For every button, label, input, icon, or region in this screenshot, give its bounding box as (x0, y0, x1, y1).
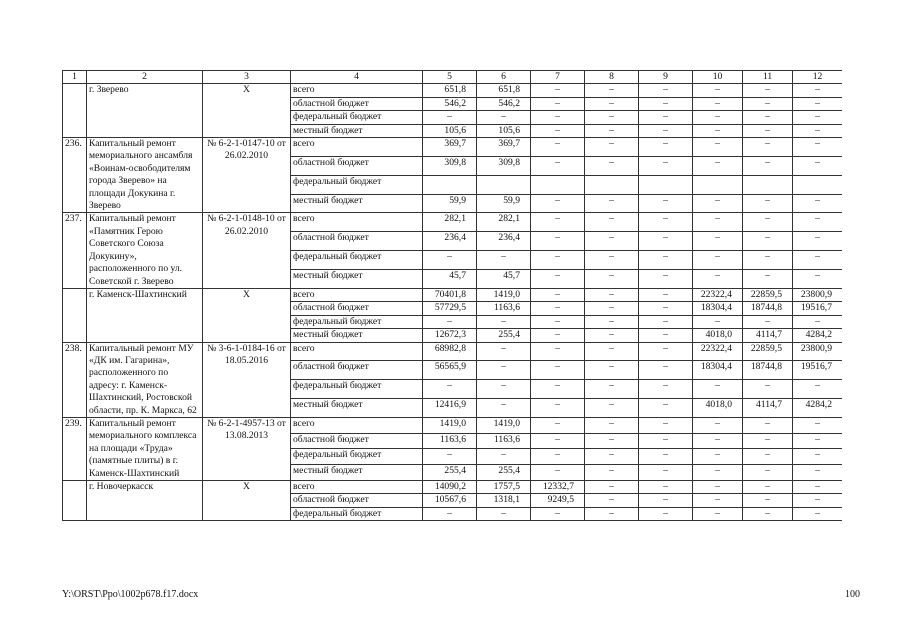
value-cell: – (693, 449, 743, 465)
value-cell: 12332,7 (531, 481, 585, 494)
value-cell: – (693, 124, 743, 137)
value-cell: – (585, 156, 639, 175)
value-cell: – (531, 251, 585, 270)
value-cell: – (743, 97, 793, 110)
value-cell: – (477, 342, 531, 361)
value-cell: – (585, 232, 639, 251)
value-cell: – (793, 111, 843, 124)
object-name: г. Новочеркасск (87, 481, 203, 521)
value-cell: 309,8 (423, 156, 477, 175)
value-cell (531, 175, 585, 194)
budget-table-container (62, 70, 842, 586)
value-cell: – (639, 156, 693, 175)
funding-source: всего (291, 417, 423, 433)
budget-table (62, 70, 842, 521)
value-cell: – (585, 399, 639, 418)
value-cell: – (793, 84, 843, 97)
value-cell: – (693, 84, 743, 97)
value-cell: – (477, 507, 531, 520)
value-cell: – (639, 232, 693, 251)
funding-source: всего (291, 288, 423, 301)
value-cell: 22859,5 (743, 342, 793, 361)
value-cell: 12416,9 (423, 399, 477, 418)
value-cell: – (639, 417, 693, 433)
value-cell: 12672,3 (423, 329, 477, 342)
object-name: г. Зверево (87, 84, 203, 138)
value-cell: – (793, 156, 843, 175)
object-name: Капитальный ремонт «Памятник Герою Советского Союза Докукину», расположенного по ул. Советской г. Зверево (87, 213, 203, 288)
value-cell: – (585, 361, 639, 380)
value-cell: – (531, 342, 585, 361)
value-cell: – (693, 417, 743, 433)
expertise-code: Х (203, 288, 291, 342)
funding-source: федеральный бюджет (291, 315, 423, 328)
value-cell: – (743, 111, 793, 124)
value-cell: – (639, 302, 693, 315)
value-cell: – (639, 194, 693, 213)
value-cell: – (693, 270, 743, 289)
value-cell: – (423, 251, 477, 270)
value-cell: – (639, 270, 693, 289)
value-cell: – (423, 507, 477, 520)
value-cell: – (477, 449, 531, 465)
value-cell: – (585, 288, 639, 301)
value-cell: 651,8 (423, 84, 477, 97)
value-cell: – (585, 138, 639, 157)
value-cell: – (743, 507, 793, 520)
funding-source: всего (291, 138, 423, 157)
value-cell: – (743, 213, 793, 232)
value-cell: – (693, 380, 743, 399)
value-cell: – (585, 111, 639, 124)
value-cell: – (793, 494, 843, 507)
col-header-9: 9 (639, 71, 693, 84)
value-cell: – (585, 213, 639, 232)
value-cell: – (743, 449, 793, 465)
funding-source: федеральный бюджет (291, 251, 423, 270)
funding-source: местный бюджет (291, 270, 423, 289)
funding-source: федеральный бюджет (291, 111, 423, 124)
funding-source: федеральный бюджет (291, 449, 423, 465)
col-header-12: 12 (793, 71, 843, 84)
value-cell: – (477, 380, 531, 399)
value-cell: – (639, 315, 693, 328)
value-cell: – (585, 124, 639, 137)
value-cell: – (585, 251, 639, 270)
value-cell: – (639, 342, 693, 361)
value-cell: 651,8 (477, 84, 531, 97)
value-cell: – (531, 288, 585, 301)
item-number: 238. (63, 342, 87, 417)
value-cell: – (531, 433, 585, 449)
col-header-8: 8 (585, 71, 639, 84)
value-cell: – (693, 433, 743, 449)
value-cell: 1757,5 (477, 481, 531, 494)
col-header-11: 11 (743, 71, 793, 84)
value-cell: 1419,0 (477, 417, 531, 433)
value-cell: – (693, 315, 743, 328)
value-cell: 1419,0 (477, 288, 531, 301)
value-cell: – (793, 97, 843, 110)
value-cell: 369,7 (423, 138, 477, 157)
col-header-6: 6 (477, 71, 531, 84)
expertise-code: Х (203, 481, 291, 521)
value-cell: – (743, 433, 793, 449)
value-cell: – (585, 329, 639, 342)
value-cell: 23800,9 (793, 288, 843, 301)
value-cell: – (531, 449, 585, 465)
funding-source: областной бюджет (291, 302, 423, 315)
item-number: 236. (63, 138, 87, 213)
value-cell: – (693, 507, 743, 520)
value-cell: – (743, 494, 793, 507)
expertise-code: № 6-2-1-4957-13 от 13.08.2013 (203, 417, 291, 480)
value-cell: – (639, 399, 693, 418)
table-row (63, 84, 843, 97)
table-row (63, 288, 843, 301)
value-cell: 19516,7 (793, 361, 843, 380)
value-cell: 22322,4 (693, 288, 743, 301)
value-cell: – (793, 481, 843, 494)
value-cell: – (639, 449, 693, 465)
expertise-code: № 3-6-1-0184-16 от 18.05.2016 (203, 342, 291, 417)
item-number (63, 84, 87, 138)
col-header-4: 4 (291, 71, 423, 84)
value-cell: 19516,7 (793, 302, 843, 315)
value-cell (639, 175, 693, 194)
value-cell: 70401,8 (423, 288, 477, 301)
value-cell: – (743, 417, 793, 433)
value-cell: – (477, 251, 531, 270)
value-cell: – (639, 84, 693, 97)
value-cell: – (743, 270, 793, 289)
table-row (63, 138, 843, 157)
value-cell: – (585, 97, 639, 110)
value-cell: – (423, 315, 477, 328)
value-cell: 369,7 (477, 138, 531, 157)
col-header-1: 1 (63, 71, 87, 84)
value-cell: – (639, 251, 693, 270)
table-row (63, 417, 843, 433)
value-cell (793, 175, 843, 194)
table-row (63, 213, 843, 232)
value-cell: – (531, 315, 585, 328)
value-cell: 4114,7 (743, 329, 793, 342)
value-cell: 282,1 (423, 213, 477, 232)
value-cell: 59,9 (477, 194, 531, 213)
funding-source: областной бюджет (291, 494, 423, 507)
value-cell: 1419,0 (423, 417, 477, 433)
col-header-5: 5 (423, 71, 477, 84)
value-cell: – (423, 111, 477, 124)
value-cell: – (743, 194, 793, 213)
funding-source: федеральный бюджет (291, 175, 423, 194)
value-cell: – (793, 232, 843, 251)
funding-source: местный бюджет (291, 124, 423, 137)
value-cell: – (531, 329, 585, 342)
value-cell: – (693, 481, 743, 494)
value-cell: – (639, 213, 693, 232)
value-cell: – (793, 124, 843, 137)
item-number (63, 481, 87, 521)
value-cell: – (585, 84, 639, 97)
value-cell: 546,2 (423, 97, 477, 110)
value-cell: – (793, 251, 843, 270)
value-cell (693, 175, 743, 194)
value-cell: – (743, 124, 793, 137)
value-cell: – (743, 465, 793, 481)
value-cell: – (531, 138, 585, 157)
value-cell: – (585, 270, 639, 289)
value-cell: – (793, 138, 843, 157)
value-cell: – (639, 507, 693, 520)
value-cell: – (639, 465, 693, 481)
value-cell: – (793, 449, 843, 465)
item-number (63, 288, 87, 342)
value-cell: – (531, 97, 585, 110)
value-cell: – (531, 84, 585, 97)
funding-source: всего (291, 213, 423, 232)
funding-source: областной бюджет (291, 433, 423, 449)
value-cell: – (693, 111, 743, 124)
value-cell: – (743, 156, 793, 175)
funding-source: всего (291, 342, 423, 361)
value-cell: – (585, 380, 639, 399)
value-cell: 18304,4 (693, 302, 743, 315)
value-cell: – (793, 465, 843, 481)
funding-source: федеральный бюджет (291, 380, 423, 399)
value-cell: 18744,8 (743, 302, 793, 315)
funding-source: всего (291, 481, 423, 494)
value-cell: – (585, 507, 639, 520)
value-cell: 1163,6 (477, 302, 531, 315)
value-cell: 105,6 (477, 124, 531, 137)
value-cell: – (585, 417, 639, 433)
funding-source: местный бюджет (291, 399, 423, 418)
object-name: Капитальный ремонт мемориального ансамбля «Воинам-освободителям города Зверево» на площади Докукина г. Зверево (87, 138, 203, 213)
value-cell: – (693, 138, 743, 157)
value-cell: 56565,9 (423, 361, 477, 380)
value-cell: – (639, 494, 693, 507)
value-cell: 282,1 (477, 213, 531, 232)
file-path: Y:\ORST\Ppo\1002p678.f17.docx (62, 589, 199, 600)
value-cell: 236,4 (477, 232, 531, 251)
value-cell: – (423, 449, 477, 465)
col-header-10: 10 (693, 71, 743, 84)
value-cell: 255,4 (477, 329, 531, 342)
value-cell: – (793, 380, 843, 399)
value-cell: – (531, 194, 585, 213)
value-cell: – (743, 84, 793, 97)
value-cell: – (531, 270, 585, 289)
expertise-code: № 6-2-1-0147-10 от 26.02.2010 (203, 138, 291, 213)
value-cell: – (531, 124, 585, 137)
value-cell: – (693, 156, 743, 175)
object-name: Капитальный ремонт мемориального комплекса на площади «Труда» (памятные плиты) в г. Каменск-Шахтинский (87, 417, 203, 480)
value-cell: – (793, 315, 843, 328)
value-cell: 14090,2 (423, 481, 477, 494)
funding-source: всего (291, 84, 423, 97)
value-cell: – (585, 433, 639, 449)
value-cell: – (793, 270, 843, 289)
value-cell: 4114,7 (743, 399, 793, 418)
value-cell: – (693, 194, 743, 213)
value-cell: – (585, 465, 639, 481)
value-cell: 57729,5 (423, 302, 477, 315)
expertise-code: № 6-2-1-0148-10 от 26.02.2010 (203, 213, 291, 288)
funding-source: областной бюджет (291, 232, 423, 251)
value-cell: – (793, 194, 843, 213)
value-cell: 9249,5 (531, 494, 585, 507)
table-row (63, 342, 843, 361)
item-number: 237. (63, 213, 87, 288)
value-cell: 59,9 (423, 194, 477, 213)
value-cell: – (693, 465, 743, 481)
value-cell: – (531, 213, 585, 232)
value-cell: 23800,9 (793, 342, 843, 361)
value-cell: – (693, 251, 743, 270)
value-cell: 68982,8 (423, 342, 477, 361)
item-number: 239. (63, 417, 87, 480)
value-cell: – (693, 213, 743, 232)
value-cell: – (477, 399, 531, 418)
value-cell: 4018,0 (693, 329, 743, 342)
value-cell: – (477, 315, 531, 328)
value-cell: – (531, 417, 585, 433)
value-cell: – (531, 507, 585, 520)
value-cell: – (693, 232, 743, 251)
value-cell: – (477, 361, 531, 380)
value-cell: – (585, 194, 639, 213)
value-cell: 309,8 (477, 156, 531, 175)
funding-source: местный бюджет (291, 465, 423, 481)
funding-source: областной бюджет (291, 361, 423, 380)
value-cell: – (639, 288, 693, 301)
value-cell: 4284,2 (793, 399, 843, 418)
value-cell: 1163,6 (423, 433, 477, 449)
value-cell: 18744,8 (743, 361, 793, 380)
value-cell (585, 175, 639, 194)
value-cell: – (531, 111, 585, 124)
value-cell: – (639, 481, 693, 494)
value-cell: 4284,2 (793, 329, 843, 342)
table-row (63, 481, 843, 494)
value-cell: – (743, 232, 793, 251)
value-cell (423, 175, 477, 194)
value-cell: – (531, 361, 585, 380)
value-cell: – (531, 232, 585, 251)
value-cell: 45,7 (423, 270, 477, 289)
value-cell: – (743, 315, 793, 328)
funding-source: местный бюджет (291, 329, 423, 342)
value-cell: – (531, 302, 585, 315)
funding-source: областной бюджет (291, 156, 423, 175)
value-cell: – (639, 361, 693, 380)
value-cell: 255,4 (477, 465, 531, 481)
funding-source: федеральный бюджет (291, 507, 423, 520)
value-cell: – (531, 156, 585, 175)
value-cell: – (639, 380, 693, 399)
value-cell: 10567,6 (423, 494, 477, 507)
value-cell: – (793, 213, 843, 232)
value-cell: – (531, 380, 585, 399)
value-cell: – (585, 494, 639, 507)
value-cell: – (531, 465, 585, 481)
value-cell: 45,7 (477, 270, 531, 289)
value-cell: – (743, 481, 793, 494)
funding-source: местный бюджет (291, 194, 423, 213)
value-cell: – (531, 399, 585, 418)
value-cell: – (585, 302, 639, 315)
value-cell: – (585, 481, 639, 494)
value-cell: – (639, 433, 693, 449)
value-cell: – (693, 97, 743, 110)
value-cell: – (743, 138, 793, 157)
page-number: 100 (845, 589, 860, 600)
value-cell: – (585, 342, 639, 361)
object-name: г. Каменск-Шахтинский (87, 288, 203, 342)
value-cell: – (639, 124, 693, 137)
value-cell: – (423, 380, 477, 399)
value-cell: – (743, 380, 793, 399)
value-cell: – (793, 433, 843, 449)
value-cell (477, 175, 531, 194)
value-cell: – (639, 111, 693, 124)
value-cell: 236,4 (423, 232, 477, 251)
object-name: Капитальный ремонт МУ «ДК им. Гагарина», расположенного по адресу: г. Каменск-Шахтинский, Ростовской области, пр. К. Маркса, 62 (87, 342, 203, 417)
value-cell: – (477, 111, 531, 124)
value-cell: 1163,6 (477, 433, 531, 449)
value-cell: – (639, 138, 693, 157)
value-cell: – (585, 449, 639, 465)
value-cell: 546,2 (477, 97, 531, 110)
value-cell: 4018,0 (693, 399, 743, 418)
value-cell: 105,6 (423, 124, 477, 137)
value-cell: – (585, 315, 639, 328)
value-cell: 22322,4 (693, 342, 743, 361)
value-cell: – (793, 507, 843, 520)
col-header-7: 7 (531, 71, 585, 84)
value-cell: 1318,1 (477, 494, 531, 507)
expertise-code: Х (203, 84, 291, 138)
value-cell: 18304,4 (693, 361, 743, 380)
funding-source: областной бюджет (291, 97, 423, 110)
value-cell: – (793, 417, 843, 433)
value-cell: – (693, 494, 743, 507)
value-cell: – (743, 251, 793, 270)
value-cell (743, 175, 793, 194)
value-cell: 255,4 (423, 465, 477, 481)
col-header-3: 3 (203, 71, 291, 84)
value-cell: 22859,5 (743, 288, 793, 301)
header-row (63, 71, 843, 84)
col-header-2: 2 (87, 71, 203, 84)
value-cell: – (639, 329, 693, 342)
value-cell: – (639, 97, 693, 110)
